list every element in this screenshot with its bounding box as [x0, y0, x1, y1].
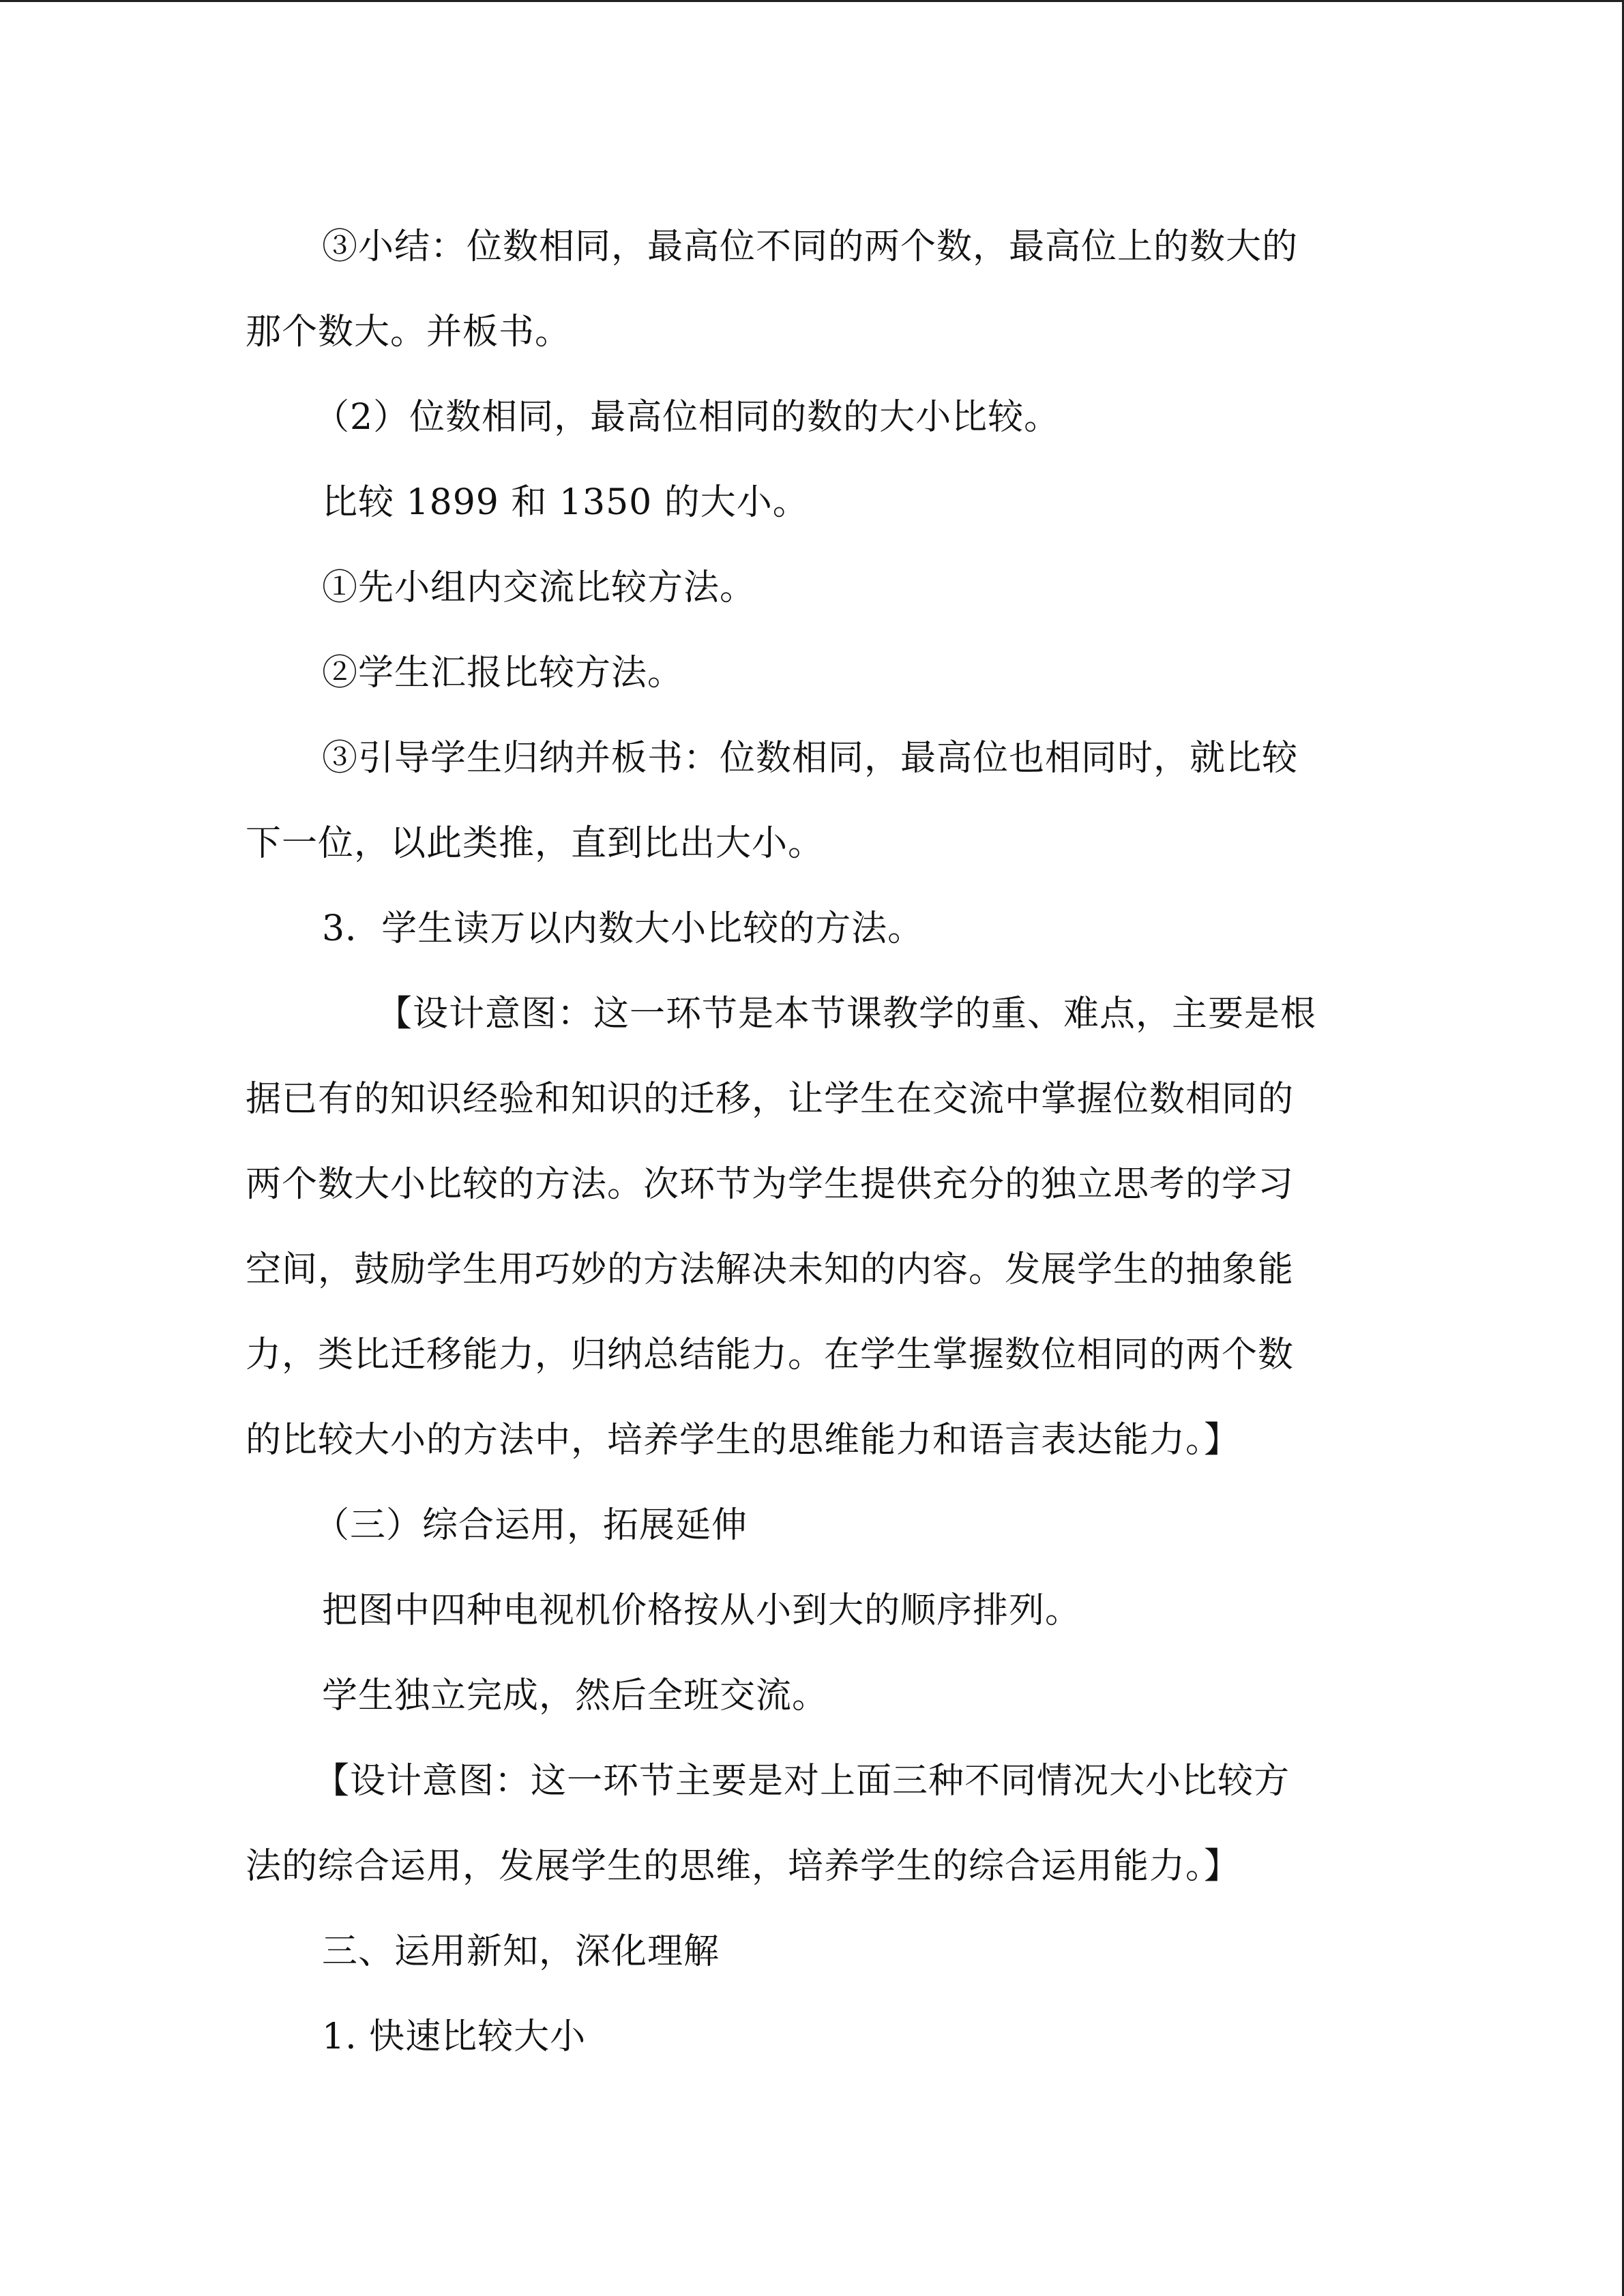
paragraph-line: 据已有的知识经验和知识的迁移，让学生在交流中掌握位数相同的 [246, 1079, 1295, 1120]
paragraph-line: 把图中四种电视机价格按从小到大的顺序排列。 [322, 1590, 1082, 1631]
paragraph-line: 两个数大小比较的方法。次环节为学生提供充分的独立思考的学习 [246, 1164, 1295, 1205]
paragraph-line: ③引导学生归纳并板书：位数相同，最高位也相同时，就比较 [322, 738, 1299, 779]
paragraph-line: ③小结：位数相同，最高位不同的两个数，最高位上的数大的 [322, 226, 1299, 267]
paragraph-line: 空间，鼓励学生用巧妙的方法解决未知的内容。发展学生的抽象能 [246, 1249, 1295, 1290]
paragraph-line: ②学生汇报比较方法。 [322, 653, 684, 694]
paragraph-line: 的比较大小的方法中，培养学生的思维能力和语言表达能力。】 [246, 1420, 1241, 1461]
document-body [246, 205, 1378, 2080]
paragraph-line: 学生独立完成，然后全班交流。 [322, 1675, 829, 1716]
paragraph-line: （三）综合运用，拓展延伸 [314, 1505, 748, 1546]
paragraph-line: 下一位，以此类推，直到比出大小。 [246, 823, 825, 864]
paragraph-line: ①先小组内交流比较方法。 [322, 567, 756, 608]
paragraph-line: 【设计意图：这一环节是本节课教学的重、难点，主要是根 [377, 994, 1317, 1034]
paragraph-line: 力，类比迁移能力，归纳总结能力。在学生掌握数位相同的两个数 [246, 1335, 1295, 1375]
paragraph-line: （2）位数相同，最高位相同的数的大小比较。 [314, 397, 1061, 438]
paragraph-line: 3．学生读万以内数大小比较的方法。 [322, 908, 924, 949]
paragraph-line: 比较 1899 和 1350 的大小。 [322, 482, 809, 523]
paragraph-line: 那个数大。并板书。 [246, 312, 572, 353]
paragraph-line: 1. 快速比较大小 [322, 2016, 587, 2057]
paragraph-line: 【设计意图：这一环节主要是对上面三种不同情况大小比较方 [314, 1761, 1290, 1802]
paragraph-line: 法的综合运用，发展学生的思维，培养学生的综合运用能力。】 [246, 1846, 1241, 1887]
paragraph-line: 三、运用新知，深化理解 [322, 1931, 720, 1972]
